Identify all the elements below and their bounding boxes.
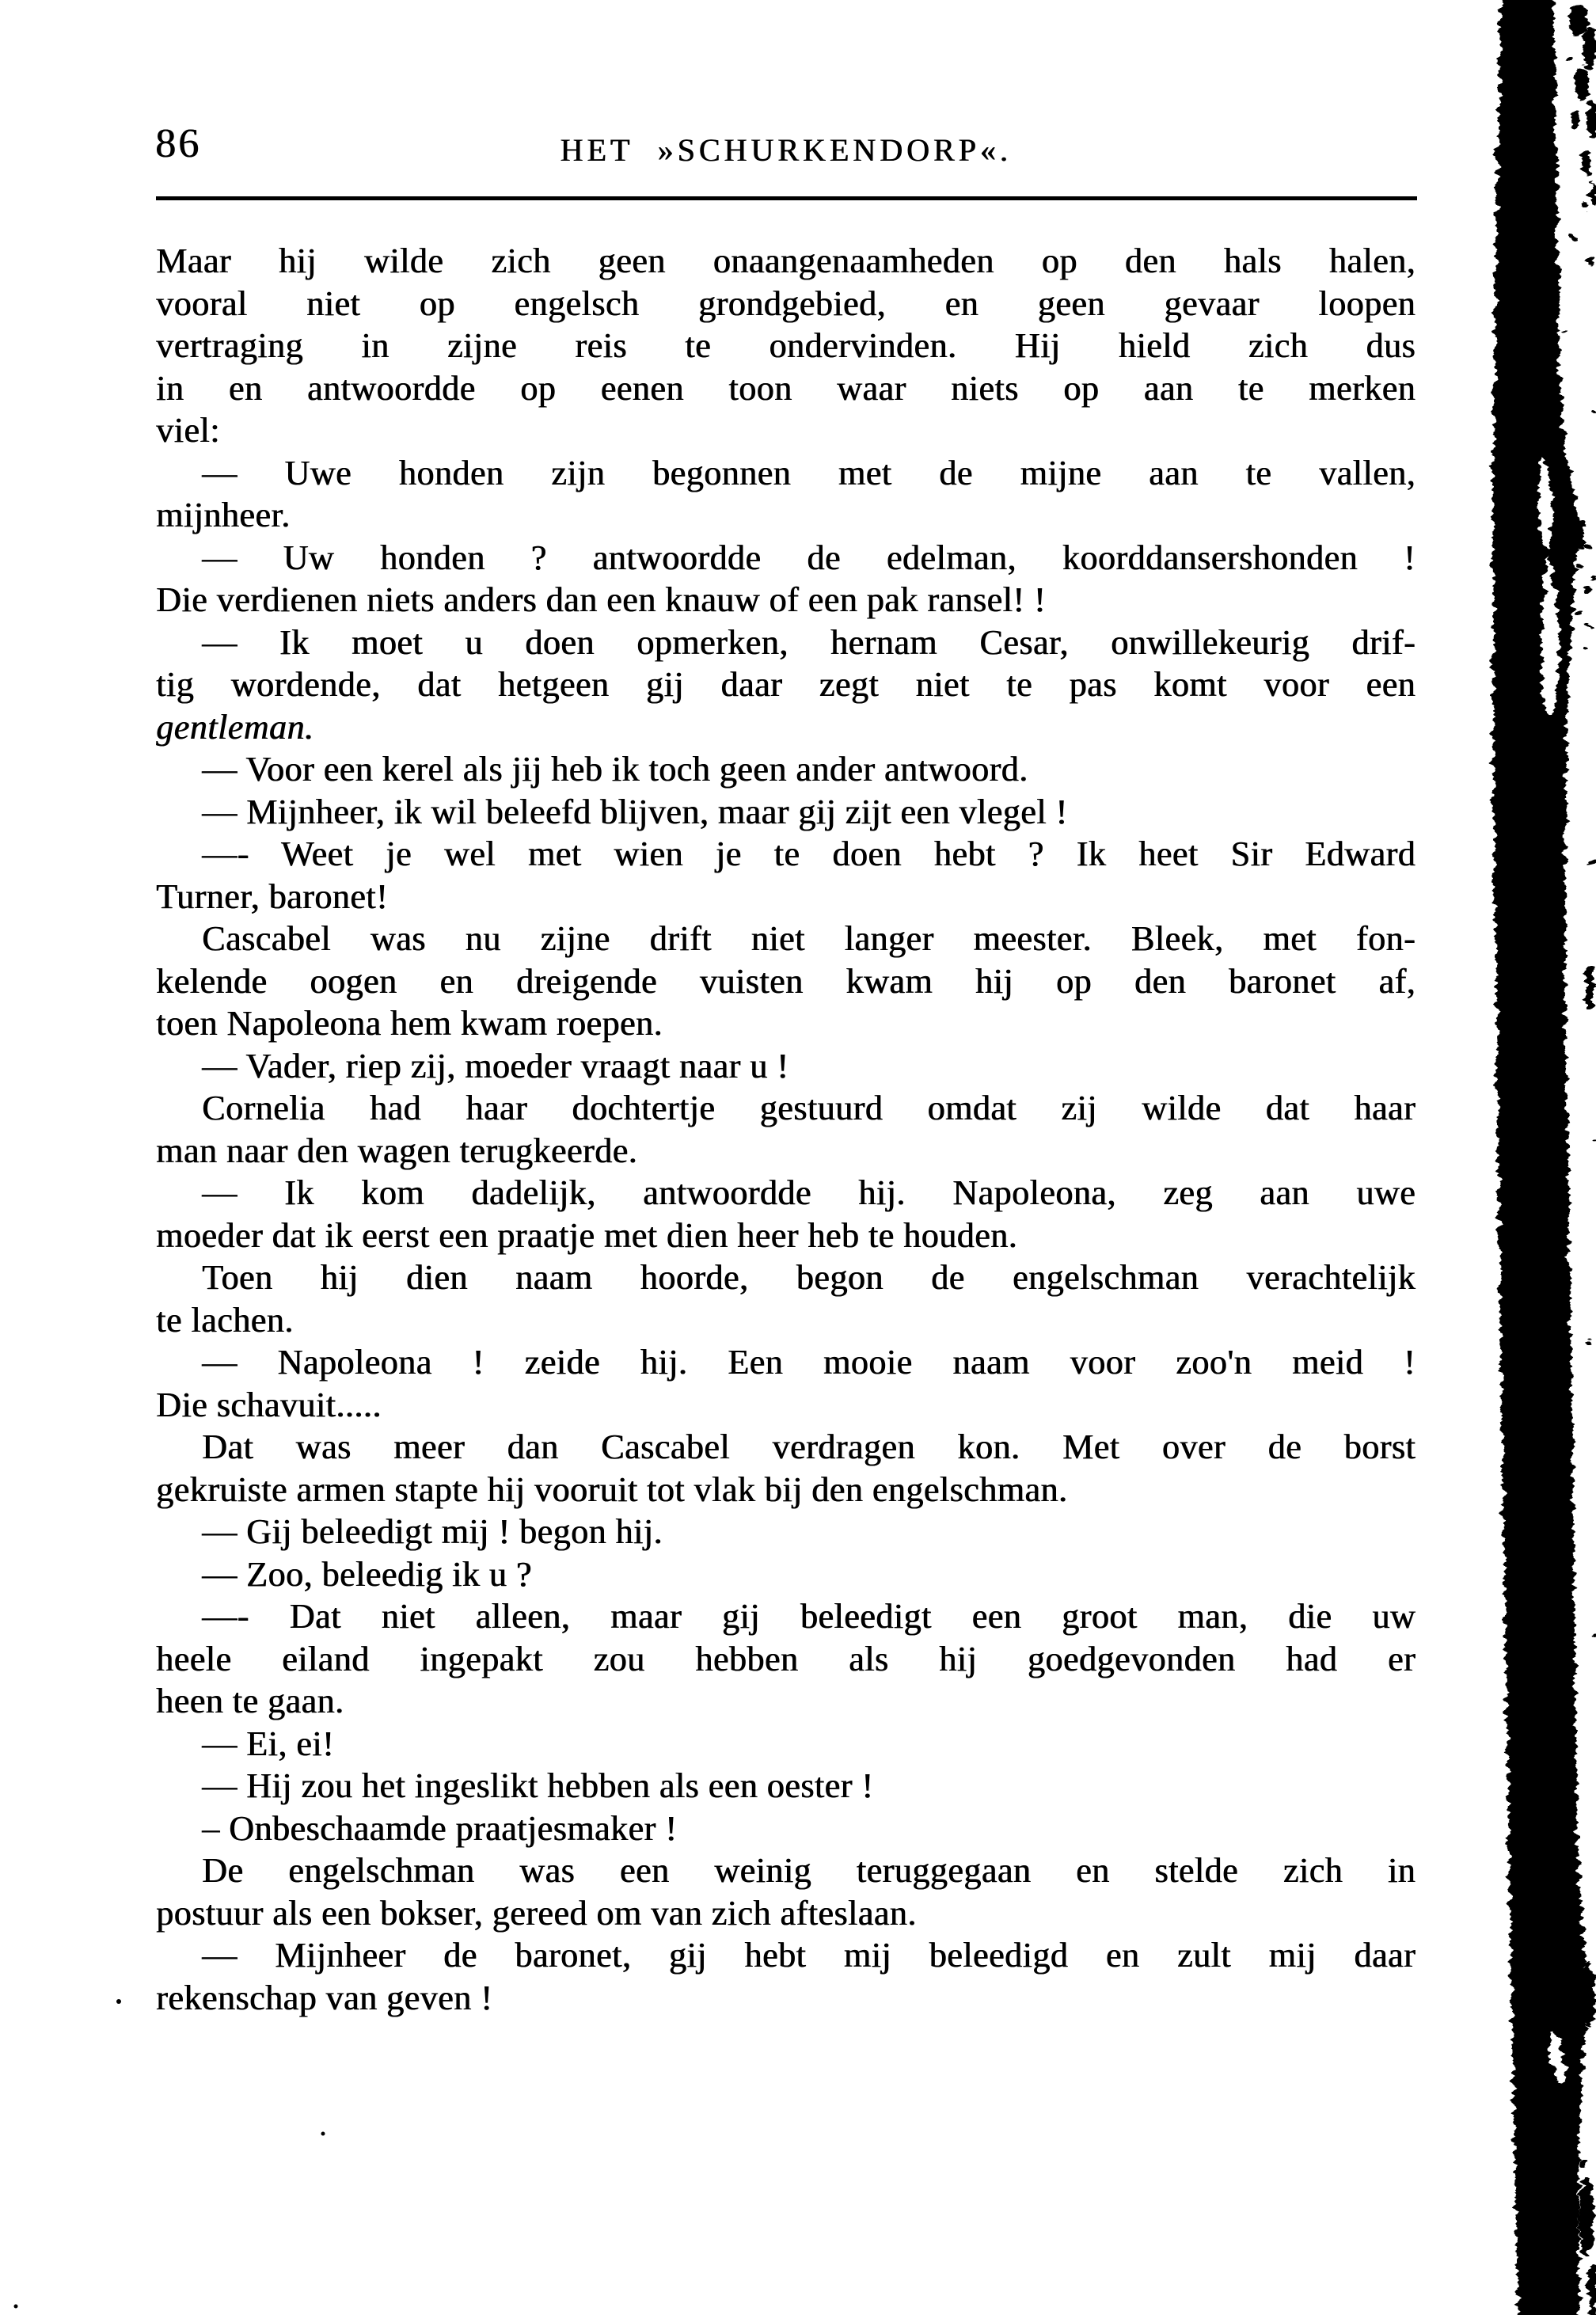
text-line: tig wordende, dat hetgeen gij daar zegt niet te pas komt voor een — [156, 665, 1416, 704]
text-line: moeder dat ik eerst een praatje met dien heer heb te houden. — [156, 1215, 1017, 1255]
text-line: gekruiste armen stapte hij vooruit tot vlak bij den engelschman. — [156, 1469, 1068, 1509]
text-line: rekenschap van geven ! — [156, 1978, 493, 2017]
text-line: heen te gaan. — [156, 1682, 344, 1720]
text-line: Toen hij dien naam hoorde, begon de engelschman verachtelijk — [202, 1258, 1416, 1297]
text-line: viel: — [156, 411, 220, 450]
text-line: Die schavuit..... — [156, 1385, 382, 1424]
running-header: HET »SCHURKENDORP«. — [560, 132, 1012, 168]
text-line: vertraging in zijne reis te ondervinden. Hij hield zich dus — [156, 326, 1416, 365]
text-line: Dat was meer dan Cascabel verdragen kon. Met over de borst — [202, 1427, 1416, 1466]
header-rule — [156, 196, 1417, 200]
body-text — [156, 240, 1416, 2019]
text-line: in en antwoordde op eenen toon waar niets op aan te merken — [156, 368, 1416, 408]
text-line: Cascabel was nu zijne drift niet langer meester. Bleek, met fon- — [202, 919, 1416, 958]
gutter-hook — [1558, 505, 1590, 553]
text-line: — Uw honden ? antwoordde de edelman, koorddansershonden ! — [202, 538, 1416, 577]
text-line: — Hij zou het ingeslikt hebben als een oester ! — [202, 1766, 874, 1805]
text-line: — Gij beleedigt mij ! begon hij. — [202, 1512, 663, 1551]
gutter-protrusion — [1580, 1963, 1596, 2027]
text-line: —- Weet je wel met wien je te doen hebt ? Ik heet Sir Edward — [202, 834, 1416, 873]
text-line: — Zoo, beleedig ik u ? — [202, 1554, 532, 1594]
text-line: Turner, baronet! — [156, 876, 388, 916]
gutter-notch — [1538, 455, 1552, 548]
text-line: — Napoleona ! zeide hij. Een mooie naam voor zoo'n meid ! — [202, 1343, 1416, 1382]
text-line: De engelschman was een weinig teruggegaan en stelde zich in — [202, 1851, 1416, 1890]
text-line: — Mijnheer, ik wil beleefd blijven, maar gij zijt een vlegel ! — [202, 792, 1068, 831]
text-line: Maar hij wilde zich geen onaangenaamheden op den hals halen, — [156, 241, 1416, 280]
text-line: man naar den wagen terugkeerde. — [156, 1131, 637, 1170]
gutter-wedge — [1541, 554, 1559, 717]
gutter-band — [1493, 0, 1586, 2315]
text-line: — Ik moet u doen opmerken, hernam Cesar, onwillekeurig drif- — [202, 622, 1416, 662]
text-line: Die verdienen niets anders dan een knauw of een pak ransel! ! — [156, 580, 1046, 619]
text-line: Cornelia had haar dochtertje gestuurd omdat zij wilde dat haar — [202, 1089, 1416, 1127]
text-line: — Voor een kerel als jij heb ik toch geen ander antwoord. — [202, 750, 1028, 789]
speckle-cluster-top — [1564, 4, 1596, 414]
text-line: gentleman. — [156, 707, 314, 747]
text-line: postuur als een bokser, gereed om van zich afteslaan. — [156, 1893, 917, 1933]
speckle-cluster-mid — [1575, 519, 1595, 652]
text-line: mijnheer. — [156, 496, 291, 534]
page-number: 86 — [155, 121, 201, 166]
text-line: toen Napoleona hem kwam roepen. — [156, 1004, 663, 1043]
text-line: – Onbeschaamde praatjesmaker ! — [202, 1808, 678, 1848]
text-line: —- Dat niet alleen, maar gij beleedigt een groot man, die uw — [202, 1597, 1416, 1636]
text-line: — Ei, ei! — [202, 1724, 335, 1763]
text-line: — Uwe honden zijn begonnen met de mijne aan te vallen, — [202, 453, 1416, 492]
text-line: — Vader, riep zij, moeder vraagt naar u ! — [202, 1046, 789, 1085]
text-line: kelende oogen en dreigende vuisten kwam hij op den baronet af, — [156, 961, 1416, 1001]
gutter-white-gap — [1547, 2031, 1569, 2086]
edge-marks — [1579, 859, 1596, 2315]
text-line: — Mijnheer de baronet, gij hebt mij beleedigd en zult mij daar — [202, 1936, 1416, 1975]
page-specks — [14, 1999, 325, 2309]
text-line: — Ik kom dadelijk, antwoordde hij. Napoleona, zeg aan uwe — [202, 1173, 1416, 1212]
text-line: vooral niet op engelsch grondgebied, en geen gevaar loopen — [156, 283, 1416, 323]
text-line: heele eiland ingepakt zou hebben als hij goedgevonden had er — [156, 1639, 1416, 1678]
text-line: te lachen. — [156, 1300, 294, 1340]
